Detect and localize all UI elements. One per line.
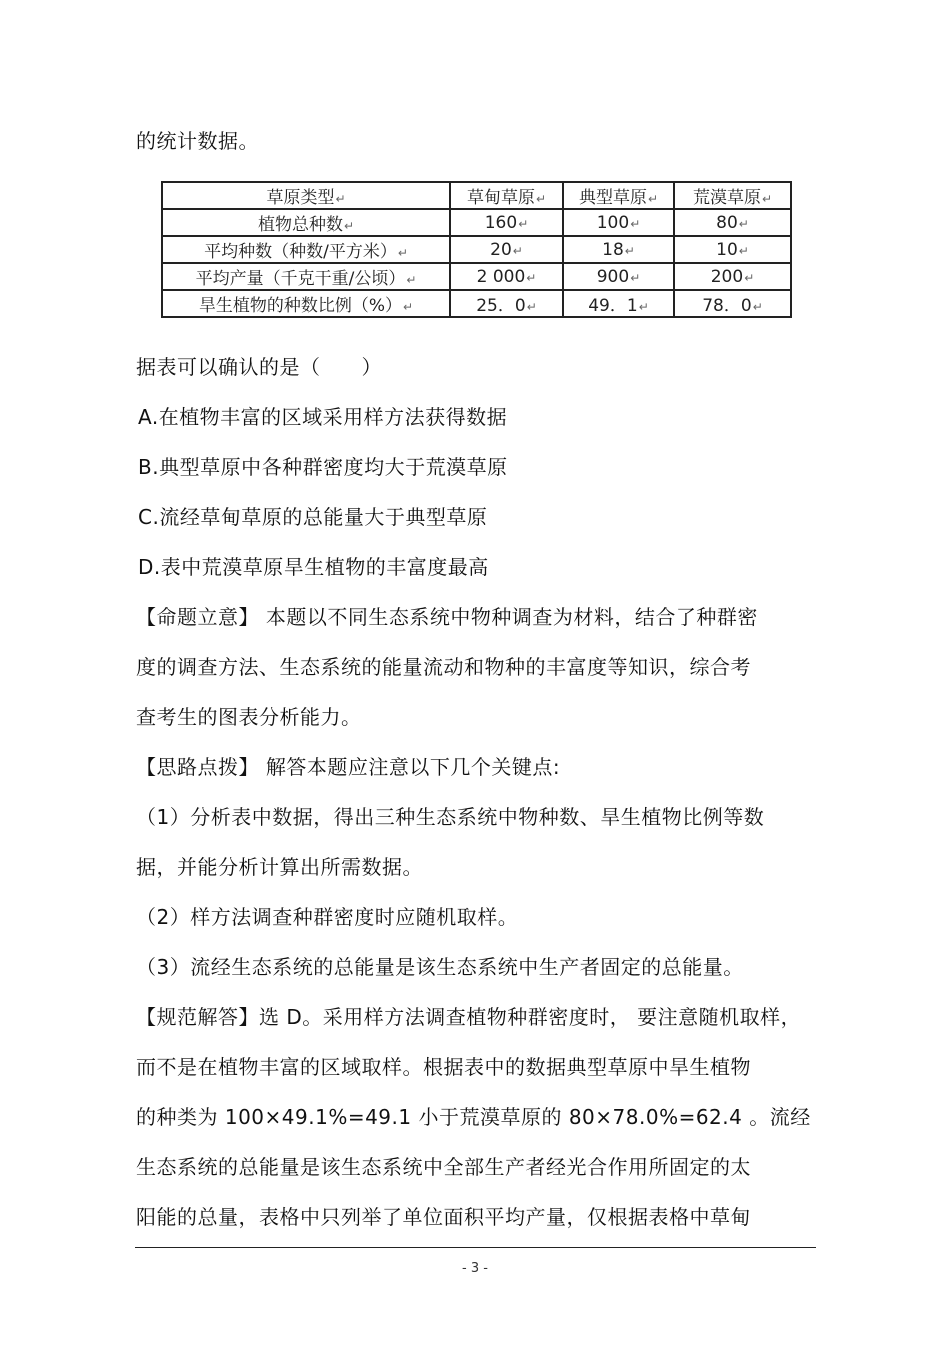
option-c: C.流经草甸草原的总能量大于典型草原 <box>138 505 488 529</box>
hint-point-2: （2）样方法调查种群密度时应随机取样。 <box>136 905 519 929</box>
cell-text: 900 <box>596 266 630 287</box>
page-number: - 3 - <box>462 1261 488 1276</box>
cell-text: 49．1 <box>588 296 638 316</box>
return-mark: ↵ <box>638 300 649 314</box>
cell-text: 25．0 <box>476 296 526 316</box>
cell-text: 100 <box>596 212 630 233</box>
hint-heading: 【思路点拨】 解答本题应注意以下几个关键点: <box>136 755 561 779</box>
return-mark: ↵ <box>403 300 414 314</box>
table-cell <box>162 209 450 236</box>
hint-point-1-line-2: 据，并能分析计算出所需数据。 <box>136 855 423 879</box>
table-cell <box>162 290 450 317</box>
table-row <box>162 263 791 290</box>
table-cell <box>563 209 674 236</box>
table-row <box>162 290 791 317</box>
return-mark: ↵ <box>738 216 749 231</box>
table-cell <box>450 209 563 236</box>
cell-text: 典型草原 <box>578 188 647 208</box>
table-cell <box>450 236 563 263</box>
table-cell <box>162 263 450 290</box>
intent-line-2: 度的调查方法、生态系统的能量流动和物种的丰富度等知识，综合考 <box>136 655 751 679</box>
cell-text: 80 <box>716 212 738 233</box>
table-cell <box>563 236 674 263</box>
answer-line-2: 而不是在植物丰富的区域取样。根据表中的数据典型草原中旱生植物 <box>136 1055 751 1079</box>
cell-text: 植物总种数 <box>257 215 343 235</box>
table-cell <box>563 290 674 317</box>
grassland-data-table <box>161 181 792 318</box>
table-cell <box>563 263 674 290</box>
return-mark: ↵ <box>744 270 755 285</box>
footer-divider <box>135 1247 816 1248</box>
hint-point-1-line-1: （1）分析表中数据，得出三种生态系统中物种数、旱生植物比例等数 <box>136 805 765 829</box>
option-b: B.典型草原中各种群密度均大于荒漠草原 <box>138 455 508 479</box>
return-mark: ↵ <box>335 192 346 206</box>
cell-text: 200 <box>710 266 744 287</box>
cell-text: 78．0 <box>702 296 752 316</box>
return-mark: ↵ <box>630 216 641 231</box>
cell-text: 10 <box>716 239 738 260</box>
table-row <box>162 236 791 263</box>
cell-text: 草原类型 <box>266 188 335 208</box>
table-cell <box>674 263 791 290</box>
table-cell <box>162 236 450 263</box>
option-a: A.在植物丰富的区域采用样方法获得数据 <box>138 405 508 429</box>
return-mark: ↵ <box>630 270 641 285</box>
cell-text: 平均种数（种数/平方米） <box>204 242 397 262</box>
answer-line-5: 阳能的总量，表格中只列举了单位面积平均产量，仅根据表格中草甸 <box>136 1205 751 1229</box>
return-mark: ↵ <box>647 192 659 206</box>
table-header-cell <box>563 182 674 209</box>
cell-text: 160 <box>484 212 518 233</box>
cell-text: 2 000 <box>476 266 526 287</box>
return-mark: ↵ <box>343 219 355 233</box>
table-cell <box>674 290 791 317</box>
cell-text: 20 <box>490 239 512 260</box>
table-header-row <box>162 182 791 209</box>
table-cell <box>674 236 791 263</box>
return-mark: ↵ <box>761 192 773 206</box>
cell-text: 草甸草原 <box>466 188 535 208</box>
return-mark: ↵ <box>512 243 523 258</box>
table-cell <box>450 290 563 317</box>
return-mark: ↵ <box>406 273 417 287</box>
return-mark: ↵ <box>752 300 763 314</box>
cell-text: 18 <box>602 239 624 260</box>
return-mark: ↵ <box>535 192 547 206</box>
table-header-cell <box>674 182 791 209</box>
return-mark: ↵ <box>526 270 537 285</box>
option-d: D.表中荒漠草原旱生植物的丰富度最高 <box>138 555 489 579</box>
intent-line-3: 查考生的图表分析能力。 <box>136 705 362 729</box>
answer-line-1: 【规范解答】选 D。采用样方法调查植物种群密度时， 要注意随机取样， <box>136 1005 802 1029</box>
table-row <box>162 209 791 236</box>
return-mark: ↵ <box>397 246 408 260</box>
return-mark: ↵ <box>624 243 635 258</box>
table-header-cell <box>450 182 563 209</box>
intro-text: 的统计数据。 <box>136 129 259 153</box>
return-mark: ↵ <box>738 243 749 258</box>
hint-point-3: （3）流经生态系统的总能量是该生态系统中生产者固定的总能量。 <box>136 955 744 979</box>
return-mark: ↵ <box>526 300 537 314</box>
table-header-cell <box>162 182 450 209</box>
answer-line-3: 的种类为 100×49.1%=49.1 小于荒漠草原的 80×78.0%=62.4 。流经 <box>136 1105 811 1129</box>
cell-text: 荒漠草原 <box>692 188 761 208</box>
question-stem: 据表可以确认的是（ ） <box>136 355 382 379</box>
cell-text: 平均产量（千克干重/公顷） <box>195 269 406 289</box>
table-cell <box>450 263 563 290</box>
return-mark: ↵ <box>518 216 529 231</box>
cell-text: 旱生植物的种数比例（%） <box>198 296 403 316</box>
table-cell <box>674 209 791 236</box>
answer-line-4: 生态系统的总能量是该生态系统中全部生产者经光合作用所固定的太 <box>136 1155 751 1179</box>
intent-line-1: 【命题立意】 本题以不同生态系统中物种调查为材料，结合了种群密 <box>136 605 758 629</box>
